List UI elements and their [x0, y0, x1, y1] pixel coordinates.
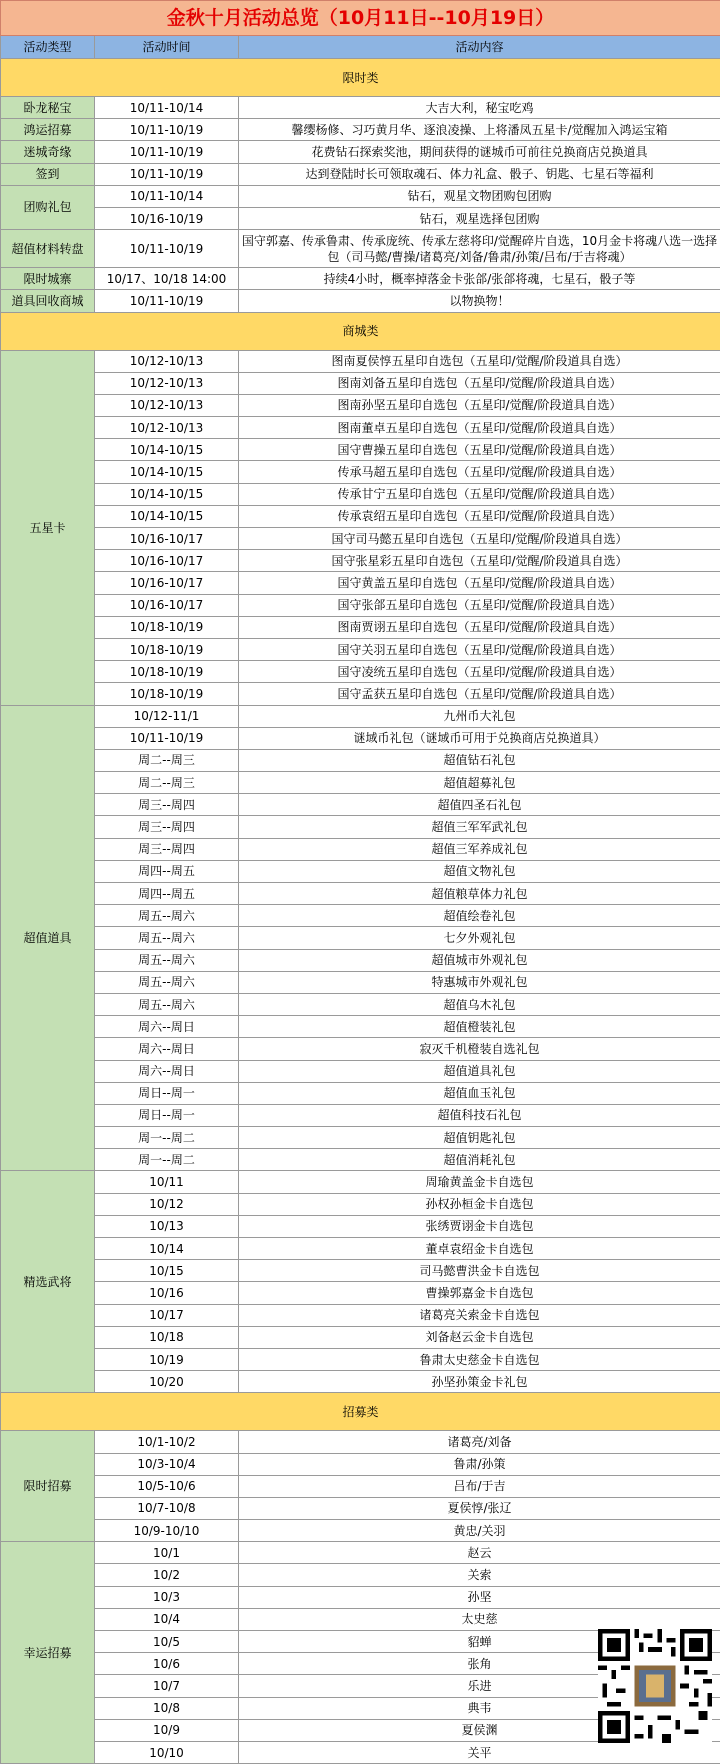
content-cell: 传承袁绍五星印自选包（五星印/觉醒/阶段道具自选）	[239, 505, 720, 527]
table-row	[1, 417, 720, 439]
table-row	[1, 816, 720, 838]
content-cell: 图南刘备五星印自选包（五星印/觉醒/阶段道具自选）	[239, 372, 720, 394]
time-cell: 10/16-10/19	[95, 207, 239, 229]
time-cell: 10/11-10/14	[95, 185, 239, 207]
time-cell: 10/16-10/17	[95, 594, 239, 616]
table-row	[1, 461, 720, 483]
content-cell: 国守黄盖五星印自选包（五星印/觉醒/阶段道具自选）	[239, 572, 720, 594]
time-cell: 10/16-10/17	[95, 528, 239, 550]
table-row	[1, 705, 720, 727]
time-cell: 10/18-10/19	[95, 616, 239, 638]
content-cell: 寂灭千机橙装自选礼包	[239, 1038, 720, 1060]
time-cell: 10/11-10/19	[95, 290, 239, 312]
time-cell: 10/20	[95, 1371, 239, 1393]
table-row	[1, 1082, 720, 1104]
table-row	[1, 1304, 720, 1326]
content-cell: 馨缨杨修、习巧黄月华、逐浪凌操、上将潘凤五星卡/觉醒加入鸿运宝箱	[239, 119, 720, 141]
table-row	[1, 1608, 720, 1630]
time-cell: 10/14-10/15	[95, 505, 239, 527]
category-cell: 签到	[1, 163, 95, 185]
content-cell: 鲁肃太史慈金卡自选包	[239, 1348, 720, 1370]
table-row	[1, 1326, 720, 1348]
table-row	[1, 616, 720, 638]
time-cell: 周一--周二	[95, 1149, 239, 1171]
content-cell: 关平	[239, 1741, 720, 1763]
table-row	[1, 528, 720, 550]
time-cell: 10/13	[95, 1215, 239, 1237]
table-row	[1, 1260, 720, 1282]
table-row	[1, 439, 720, 461]
content-cell: 张角	[239, 1653, 720, 1675]
time-cell: 10/15	[95, 1260, 239, 1282]
table-row	[1, 1564, 720, 1586]
table-row	[1, 483, 720, 505]
table-row	[1, 1149, 720, 1171]
content-cell: 超值钥匙礼包	[239, 1127, 720, 1149]
section-recruit: 招募类	[1, 1393, 720, 1431]
content-cell: 超值道具礼包	[239, 1060, 720, 1082]
time-cell: 10/2	[95, 1564, 239, 1586]
table-row	[1, 1060, 720, 1082]
content-cell: 超值粮草体力礼包	[239, 883, 720, 905]
content-cell: 乐进	[239, 1675, 720, 1697]
time-cell: 10/18	[95, 1326, 239, 1348]
content-cell: 持续4小时，概率掉落金卡张郃/张郃将魂，七星石，骰子等	[239, 268, 720, 290]
content-cell: 吕布/于吉	[239, 1475, 720, 1497]
table-row	[1, 905, 720, 927]
time-cell: 10/5	[95, 1631, 239, 1653]
content-cell: 传承甘宁五星印自选包（五星印/觉醒/阶段道具自选）	[239, 483, 720, 505]
table-row	[1, 350, 720, 372]
content-cell: 九州币大礼包	[239, 705, 720, 727]
content-cell: 董卓袁绍金卡自选包	[239, 1238, 720, 1260]
content-cell: 国守凌统五星印自选包（五星印/觉醒/阶段道具自选）	[239, 661, 720, 683]
table-row	[1, 883, 720, 905]
time-cell: 周五--周六	[95, 905, 239, 927]
time-cell: 10/3	[95, 1586, 239, 1608]
table-row	[1, 1238, 720, 1260]
time-cell: 周三--周四	[95, 838, 239, 860]
time-cell: 周一--周二	[95, 1127, 239, 1149]
table-row	[1, 1453, 720, 1475]
time-cell: 周日--周一	[95, 1104, 239, 1126]
content-cell: 刘备赵云金卡自选包	[239, 1326, 720, 1348]
time-cell: 周二--周三	[95, 772, 239, 794]
table-row	[1, 1586, 720, 1608]
time-cell: 周三--周四	[95, 794, 239, 816]
table-row	[1, 1520, 720, 1542]
content-cell: 国守张星彩五星印自选包（五星印/觉醒/阶段道具自选）	[239, 550, 720, 572]
time-cell: 周五--周六	[95, 993, 239, 1015]
content-cell: 大吉大利，秘宝吃鸡	[239, 97, 720, 119]
time-cell: 10/11-10/19	[95, 230, 239, 268]
time-cell: 10/12-11/1	[95, 705, 239, 727]
content-cell: 超值乌木礼包	[239, 993, 720, 1015]
content-cell: 超值科技石礼包	[239, 1104, 720, 1126]
table-row	[1, 1371, 720, 1393]
category-cell: 幸运招募	[1, 1542, 95, 1764]
table-row	[1, 1497, 720, 1519]
table-row	[1, 1038, 720, 1060]
table-row	[1, 838, 720, 860]
time-cell: 10/7-10/8	[95, 1497, 239, 1519]
table-row	[1, 1431, 720, 1453]
content-cell: 超值超募礼包	[239, 772, 720, 794]
table-row	[1, 1171, 720, 1193]
time-cell: 周六--周日	[95, 1038, 239, 1060]
table-row	[1, 394, 720, 416]
content-cell: 黄忠/关羽	[239, 1520, 720, 1542]
section-mall: 商城类	[1, 312, 720, 350]
category-cell: 限时招募	[1, 1431, 95, 1542]
time-cell: 10/18-10/19	[95, 638, 239, 660]
content-cell: 七夕外观礼包	[239, 927, 720, 949]
time-cell: 10/12-10/13	[95, 417, 239, 439]
content-cell: 孙坚孙策金卡礼包	[239, 1371, 720, 1393]
time-cell: 10/1	[95, 1542, 239, 1564]
header-time: 活动时间	[95, 36, 239, 59]
category-cell: 五星卡	[1, 350, 95, 705]
category-cell: 精选武将	[1, 1171, 95, 1393]
content-cell: 周瑜黄盖金卡自选包	[239, 1171, 720, 1193]
content-cell: 司马懿曹洪金卡自选包	[239, 1260, 720, 1282]
content-cell: 孙坚	[239, 1586, 720, 1608]
time-cell: 10/16-10/17	[95, 550, 239, 572]
content-cell: 图南夏侯惇五星印自选包（五星印/觉醒/阶段道具自选）	[239, 350, 720, 372]
table-row	[1, 949, 720, 971]
content-cell: 关索	[239, 1564, 720, 1586]
time-cell: 10/19	[95, 1348, 239, 1370]
content-cell: 太史慈	[239, 1608, 720, 1630]
table-row	[1, 1127, 720, 1149]
category-cell: 超值道具	[1, 705, 95, 1171]
header-content: 活动内容	[239, 36, 720, 59]
time-cell: 10/12	[95, 1193, 239, 1215]
table-row	[1, 1542, 720, 1564]
table-row	[1, 1215, 720, 1237]
content-cell: 赵云	[239, 1542, 720, 1564]
content-cell: 以物换物！	[239, 290, 720, 312]
time-cell: 10/9	[95, 1719, 239, 1741]
content-cell: 特惠城市外观礼包	[239, 971, 720, 993]
time-cell: 周六--周日	[95, 1016, 239, 1038]
content-cell: 典韦	[239, 1697, 720, 1719]
content-cell: 花费钻石探索奖池，期间获得的谜城币可前往兑换商店兑换道具	[239, 141, 720, 163]
content-cell: 曹操郭嘉金卡自选包	[239, 1282, 720, 1304]
time-cell: 10/4	[95, 1608, 239, 1630]
time-cell: 10/14-10/15	[95, 461, 239, 483]
content-cell: 诸葛亮关索金卡自选包	[239, 1304, 720, 1326]
content-cell: 夏侯渊	[239, 1719, 720, 1741]
header-type: 活动类型	[1, 36, 95, 59]
time-cell: 10/3-10/4	[95, 1453, 239, 1475]
table-row	[1, 372, 720, 394]
table-row	[1, 1016, 720, 1038]
category-cell: 道具回收商城	[1, 290, 95, 312]
time-cell: 周二--周三	[95, 749, 239, 771]
time-cell: 10/11-10/19	[95, 141, 239, 163]
content-cell: 超值钻石礼包	[239, 749, 720, 771]
time-cell: 10/16	[95, 1282, 239, 1304]
time-cell: 10/16-10/17	[95, 572, 239, 594]
category-cell: 团购礼包	[1, 185, 95, 229]
time-cell: 10/17	[95, 1304, 239, 1326]
content-cell: 超值绘卷礼包	[239, 905, 720, 927]
category-cell: 迷城奇缘	[1, 141, 95, 163]
content-cell: 超值橙装礼包	[239, 1016, 720, 1038]
content-cell: 国守郭嘉、传承鲁肃、传承庞统、传承左慈将印/觉醒碎片自选，10月金卡将魂八选一选择包（司马懿/曹操/诸葛亮/刘备/鲁肃/孙策/吕布/于吉将魂）	[239, 230, 720, 268]
time-cell: 10/10	[95, 1741, 239, 1763]
content-cell: 国守司马懿五星印自选包（五星印/觉醒/阶段道具自选）	[239, 528, 720, 550]
table-row	[1, 594, 720, 616]
table-row	[1, 749, 720, 771]
table-row	[1, 772, 720, 794]
time-cell: 周五--周六	[95, 927, 239, 949]
content-cell: 国守张郃五星印自选包（五星印/觉醒/阶段道具自选）	[239, 594, 720, 616]
content-cell: 诸葛亮/刘备	[239, 1431, 720, 1453]
table-row	[1, 638, 720, 660]
time-cell: 周四--周五	[95, 883, 239, 905]
content-cell: 超值文物礼包	[239, 860, 720, 882]
section-limited: 限时类	[1, 59, 720, 97]
table-row	[1, 971, 720, 993]
table-row	[1, 727, 720, 749]
time-cell: 10/6	[95, 1653, 239, 1675]
time-cell: 10/12-10/13	[95, 350, 239, 372]
time-cell: 10/11-10/19	[95, 119, 239, 141]
content-cell: 超值消耗礼包	[239, 1149, 720, 1171]
time-cell: 周六--周日	[95, 1060, 239, 1082]
time-cell: 周三--周四	[95, 816, 239, 838]
time-cell: 10/14-10/15	[95, 439, 239, 461]
time-cell: 10/14-10/15	[95, 483, 239, 505]
content-cell: 鲁肃/孙策	[239, 1453, 720, 1475]
content-cell: 貂蝉	[239, 1631, 720, 1653]
table-row	[1, 550, 720, 572]
table-row	[1, 1741, 720, 1763]
content-cell: 钻石，观星文物团购包团购	[239, 185, 720, 207]
time-cell: 10/5-10/6	[95, 1475, 239, 1497]
table-row	[1, 572, 720, 594]
time-cell: 10/11	[95, 1171, 239, 1193]
content-cell: 孙权孙桓金卡自选包	[239, 1193, 720, 1215]
category-cell: 卧龙秘宝	[1, 97, 95, 119]
time-cell: 10/14	[95, 1238, 239, 1260]
time-cell: 10/8	[95, 1697, 239, 1719]
time-cell: 10/1-10/2	[95, 1431, 239, 1453]
category-cell: 鸿运招募	[1, 119, 95, 141]
content-cell: 超值血玉礼包	[239, 1082, 720, 1104]
time-cell: 周五--周六	[95, 971, 239, 993]
time-cell: 10/12-10/13	[95, 372, 239, 394]
time-cell: 10/11-10/14	[95, 97, 239, 119]
content-cell: 图南贾诩五星印自选包（五星印/觉醒/阶段道具自选）	[239, 616, 720, 638]
category-cell: 超值材料转盘	[1, 230, 95, 268]
table-row	[1, 1104, 720, 1126]
time-cell: 周五--周六	[95, 949, 239, 971]
time-cell: 10/11-10/19	[95, 727, 239, 749]
category-cell: 限时城寨	[1, 268, 95, 290]
table-row	[1, 927, 720, 949]
time-cell: 10/7	[95, 1675, 239, 1697]
content-cell: 超值四圣石礼包	[239, 794, 720, 816]
table-row	[1, 683, 720, 705]
content-cell: 国守孟获五星印自选包（五星印/觉醒/阶段道具自选）	[239, 683, 720, 705]
table-row	[1, 661, 720, 683]
content-cell: 达到登陆时长可领取魂石、体力礼盒、骰子、钥匙、七星石等福利	[239, 163, 720, 185]
time-cell: 10/12-10/13	[95, 394, 239, 416]
qr-code-icon	[598, 1629, 712, 1743]
table-row	[1, 1348, 720, 1370]
time-cell: 10/9-10/10	[95, 1520, 239, 1542]
table-row	[1, 1193, 720, 1215]
content-cell: 张绣贾诩金卡自选包	[239, 1215, 720, 1237]
content-cell: 国守曹操五星印自选包（五星印/觉醒/阶段道具自选）	[239, 439, 720, 461]
content-cell: 夏侯惇/张辽	[239, 1497, 720, 1519]
time-cell: 10/18-10/19	[95, 683, 239, 705]
content-cell: 图南董卓五星印自选包（五星印/觉醒/阶段道具自选）	[239, 417, 720, 439]
time-cell: 周日--周一	[95, 1082, 239, 1104]
time-cell: 周四--周五	[95, 860, 239, 882]
table-row	[1, 1475, 720, 1497]
table-row	[1, 860, 720, 882]
time-cell: 10/18-10/19	[95, 661, 239, 683]
table-row	[1, 505, 720, 527]
content-cell: 国守关羽五星印自选包（五星印/觉醒/阶段道具自选）	[239, 638, 720, 660]
content-cell: 钻石，观星选择包团购	[239, 207, 720, 229]
time-cell: 10/11-10/19	[95, 163, 239, 185]
content-cell: 超值城市外观礼包	[239, 949, 720, 971]
page-title: 金秋十月活动总览（10月11日--10月19日）	[1, 1, 720, 36]
content-cell: 图南孙坚五星印自选包（五星印/觉醒/阶段道具自选）	[239, 394, 720, 416]
table-row	[1, 1282, 720, 1304]
content-cell: 超值三军养成礼包	[239, 838, 720, 860]
time-cell: 10/17、10/18 14:00	[95, 268, 239, 290]
content-cell: 传承马超五星印自选包（五星印/觉醒/阶段道具自选）	[239, 461, 720, 483]
table-row	[1, 794, 720, 816]
content-cell: 谜域币礼包（谜域币可用于兑换商店兑换道具）	[239, 727, 720, 749]
table-row	[1, 993, 720, 1015]
content-cell: 超值三军军武礼包	[239, 816, 720, 838]
